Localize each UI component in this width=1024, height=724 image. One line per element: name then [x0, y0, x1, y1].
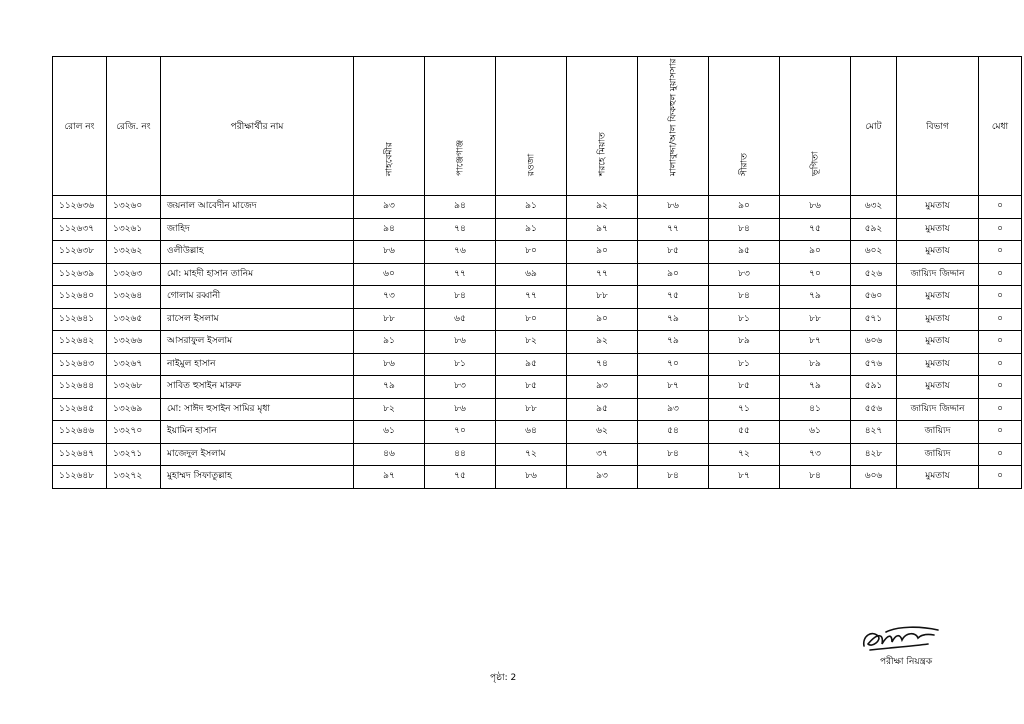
- cell-mark: ৮২: [496, 331, 567, 354]
- cell-reg: ১৩২৬৮: [107, 376, 161, 399]
- header-reg: রেজি. নং: [107, 57, 161, 196]
- cell-total: ৬০৬: [851, 331, 897, 354]
- cell-total: ৫৭১: [851, 308, 897, 331]
- cell-mark: ৮৭: [638, 376, 709, 399]
- cell-mark: ৯২: [567, 331, 638, 354]
- header-roll: রোল নং: [53, 57, 107, 196]
- table-row: [53, 398, 1022, 421]
- results-table: [52, 56, 1022, 489]
- cell-mark: ৯০: [567, 308, 638, 331]
- table-row: [53, 443, 1022, 466]
- cell-mark: ৮৪: [638, 466, 709, 489]
- cell-mark: ৯১: [496, 218, 567, 241]
- cell-mark: ৯২: [567, 196, 638, 219]
- cell-mark: ৬২: [567, 421, 638, 444]
- cell-division: মুমতায: [897, 466, 979, 489]
- cell-mark: ৬১: [354, 421, 425, 444]
- cell-name: মো: মাহদী হাসান তানিম: [161, 263, 354, 286]
- cell-name: জাহিদ: [161, 218, 354, 241]
- cell-division: মুমতায: [897, 353, 979, 376]
- cell-merit: ০: [979, 308, 1022, 331]
- cell-mark: ৮৭: [780, 331, 851, 354]
- table-row: [53, 376, 1022, 399]
- cell-mark: ৯৫: [496, 353, 567, 376]
- cell-mark: ৭৯: [354, 376, 425, 399]
- cell-merit: ০: [979, 286, 1022, 309]
- cell-mark: ৫৫: [709, 421, 780, 444]
- cell-mark: ৮৪: [709, 286, 780, 309]
- table-row: [53, 353, 1022, 376]
- header-row: [53, 57, 1022, 196]
- cell-mark: ৭৯: [638, 331, 709, 354]
- header-subject-2: পাঞ্জেগাঞ্জ: [425, 57, 496, 196]
- cell-mark: ৮০: [496, 241, 567, 264]
- cell-division: মুমতায: [897, 308, 979, 331]
- signature-title: পরীক্ষা নিয়ন্ত্রক: [880, 657, 933, 667]
- cell-mark: ৮১: [709, 353, 780, 376]
- cell-mark: ৯৪: [425, 196, 496, 219]
- cell-total: ৫৯১: [851, 376, 897, 399]
- cell-mark: ৪১: [780, 398, 851, 421]
- cell-reg: ১৩২৭০: [107, 421, 161, 444]
- cell-name: মো: সাঈদ হুসাইন সামির মৃধা: [161, 398, 354, 421]
- cell-mark: ৮৪: [709, 218, 780, 241]
- cell-reg: ১৩২৬৯: [107, 398, 161, 421]
- cell-mark: ৩৭: [567, 443, 638, 466]
- cell-mark: ৬১: [780, 421, 851, 444]
- table-row: [53, 286, 1022, 309]
- table-row: [53, 263, 1022, 286]
- cell-mark: ৮৯: [709, 331, 780, 354]
- cell-name: গোলাম রব্বানী: [161, 286, 354, 309]
- cell-division: জায়্যিদ: [897, 421, 979, 444]
- cell-mark: ৭০: [780, 263, 851, 286]
- page-number: পৃষ্ঠা: 2: [490, 673, 517, 683]
- cell-merit: ০: [979, 263, 1022, 286]
- cell-reg: ১৩২৬৬: [107, 331, 161, 354]
- cell-merit: ০: [979, 421, 1022, 444]
- cell-roll: ১১২৬৪০: [53, 286, 107, 309]
- cell-mark: ৮৭: [709, 466, 780, 489]
- cell-mark: ৭০: [425, 421, 496, 444]
- cell-merit: ০: [979, 331, 1022, 354]
- cell-roll: ১১২৬৩৮: [53, 241, 107, 264]
- cell-mark: ৭০: [638, 353, 709, 376]
- cell-mark: ৭১: [709, 398, 780, 421]
- cell-mark: ৭৫: [425, 466, 496, 489]
- cell-division: মুমতায: [897, 331, 979, 354]
- cell-mark: ৭৭: [496, 286, 567, 309]
- header-subject-3: রওজা: [496, 57, 567, 196]
- cell-division: মুমতায: [897, 241, 979, 264]
- cell-total: ৫৯২: [851, 218, 897, 241]
- cell-roll: ১১২৬৪৫: [53, 398, 107, 421]
- table-row: [53, 331, 1022, 354]
- cell-roll: ১১২৬৪৭: [53, 443, 107, 466]
- cell-mark: ৮৫: [638, 241, 709, 264]
- cell-mark: ৮১: [425, 353, 496, 376]
- cell-mark: ৭৭: [425, 263, 496, 286]
- header-subject-5: মালাবুদ্দা/আল ফিকহুল মুয়াসসার: [638, 57, 709, 196]
- cell-total: ৫৭৬: [851, 353, 897, 376]
- cell-mark: ৮৬: [425, 398, 496, 421]
- header-merit: মেধা: [979, 57, 1022, 196]
- cell-name: জয়নাল আবেদীন মাজেদ: [161, 196, 354, 219]
- cell-name: ইয়ামিন হাসান: [161, 421, 354, 444]
- cell-mark: ৯০: [780, 241, 851, 264]
- cell-mark: ৮৪: [638, 443, 709, 466]
- header-name: পরীক্ষার্থীর নাম: [161, 57, 354, 196]
- cell-division: মুমতায: [897, 218, 979, 241]
- cell-merit: ০: [979, 241, 1022, 264]
- cell-mark: ৭৯: [780, 286, 851, 309]
- cell-merit: ০: [979, 218, 1022, 241]
- cell-total: ৪২৭: [851, 421, 897, 444]
- cell-reg: ১৩২৬৩: [107, 263, 161, 286]
- cell-roll: ১১২৬৪৩: [53, 353, 107, 376]
- cell-name: সাবিত হুসাইন মারুফ: [161, 376, 354, 399]
- cell-total: ৬৩২: [851, 196, 897, 219]
- cell-roll: ১১২৬৪১: [53, 308, 107, 331]
- cell-mark: ৮৬: [425, 331, 496, 354]
- cell-division: মুমতায: [897, 286, 979, 309]
- cell-division: জায়্যিদ জিদ্দান: [897, 398, 979, 421]
- cell-name: মুহাম্মদ সিফাতুল্লাহ: [161, 466, 354, 489]
- cell-division: মুমতায: [897, 376, 979, 399]
- table-row: [53, 421, 1022, 444]
- cell-mark: ৮৬: [638, 196, 709, 219]
- cell-mark: ৯৫: [567, 398, 638, 421]
- cell-name: রাসেল ইসলাম: [161, 308, 354, 331]
- cell-division: জায়্যিদ জিদ্দান: [897, 263, 979, 286]
- cell-mark: ৮৬: [354, 353, 425, 376]
- cell-total: ৫৬০: [851, 286, 897, 309]
- cell-mark: ৯৭: [354, 466, 425, 489]
- cell-mark: ৬৫: [425, 308, 496, 331]
- cell-mark: ৮৫: [496, 376, 567, 399]
- table-row: [53, 196, 1022, 219]
- cell-reg: ১৩২৭২: [107, 466, 161, 489]
- cell-division: মুমতায: [897, 196, 979, 219]
- header-division: বিভাগ: [897, 57, 979, 196]
- cell-mark: ৭২: [709, 443, 780, 466]
- table-row: [53, 466, 1022, 489]
- cell-mark: ৯৫: [709, 241, 780, 264]
- cell-mark: ৮৯: [780, 353, 851, 376]
- cell-name: ওলীউল্লাহ: [161, 241, 354, 264]
- cell-merit: ০: [979, 196, 1022, 219]
- cell-mark: ৭৪: [425, 218, 496, 241]
- cell-name: নাইমুল হাসান: [161, 353, 354, 376]
- cell-total: ৫৫৬: [851, 398, 897, 421]
- cell-roll: ১১২৬৩৭: [53, 218, 107, 241]
- cell-mark: ৭৩: [780, 443, 851, 466]
- cell-mark: ৮০: [496, 308, 567, 331]
- cell-reg: ১৩২৬৭: [107, 353, 161, 376]
- cell-mark: ৭৭: [638, 218, 709, 241]
- cell-merit: ০: [979, 466, 1022, 489]
- cell-mark: ৭৬: [425, 241, 496, 264]
- cell-mark: ৬৪: [496, 421, 567, 444]
- cell-total: ৬০২: [851, 241, 897, 264]
- cell-roll: ১১২৬৪৪: [53, 376, 107, 399]
- cell-mark: ৯৩: [354, 196, 425, 219]
- table-row: [53, 241, 1022, 264]
- cell-mark: ৯৪: [354, 218, 425, 241]
- cell-mark: ৮৩: [425, 376, 496, 399]
- cell-reg: ১৩২৬১: [107, 218, 161, 241]
- table-row: [53, 218, 1022, 241]
- cell-mark: ৮৪: [780, 466, 851, 489]
- cell-mark: ৭৯: [638, 308, 709, 331]
- header-total: মোট: [851, 57, 897, 196]
- cell-merit: ০: [979, 376, 1022, 399]
- cell-mark: ৮৩: [709, 263, 780, 286]
- cell-mark: ৮৫: [709, 376, 780, 399]
- cell-merit: ০: [979, 443, 1022, 466]
- cell-mark: ৯৩: [638, 398, 709, 421]
- signature-image: [858, 622, 942, 656]
- cell-mark: ৫৪: [638, 421, 709, 444]
- cell-mark: ৬৯: [496, 263, 567, 286]
- cell-mark: ৮৬: [496, 466, 567, 489]
- cell-mark: ৭৩: [354, 286, 425, 309]
- header-subject-4: শরহে মিয়াত: [567, 57, 638, 196]
- cell-reg: ১৩২৭১: [107, 443, 161, 466]
- header-subject-1: নাহবেমীর: [354, 57, 425, 196]
- cell-mark: ৮১: [709, 308, 780, 331]
- cell-mark: ৮২: [354, 398, 425, 421]
- cell-mark: ৯৭: [567, 218, 638, 241]
- cell-mark: ৪৪: [425, 443, 496, 466]
- cell-mark: ৮৮: [496, 398, 567, 421]
- cell-mark: ৬০: [354, 263, 425, 286]
- cell-roll: ১১২৬৪৮: [53, 466, 107, 489]
- cell-total: ৫২৬: [851, 263, 897, 286]
- cell-mark: ৭৪: [567, 353, 638, 376]
- cell-merit: ০: [979, 353, 1022, 376]
- header-subject-7: ভূগিতা: [780, 57, 851, 196]
- cell-merit: ০: [979, 398, 1022, 421]
- cell-mark: ৮৮: [567, 286, 638, 309]
- cell-mark: ৭২: [496, 443, 567, 466]
- cell-mark: ৯৩: [567, 376, 638, 399]
- cell-roll: ১১২৬৪২: [53, 331, 107, 354]
- cell-mark: ৮৬: [780, 196, 851, 219]
- cell-mark: ৯৩: [567, 466, 638, 489]
- cell-mark: ৪৬: [354, 443, 425, 466]
- cell-reg: ১৩২৬৫: [107, 308, 161, 331]
- cell-mark: ৮৪: [425, 286, 496, 309]
- cell-mark: ৯১: [496, 196, 567, 219]
- cell-division: জায়্যিদ: [897, 443, 979, 466]
- cell-mark: ৭৫: [638, 286, 709, 309]
- cell-name: মাজেদুল ইসলাম: [161, 443, 354, 466]
- cell-mark: ৯০: [709, 196, 780, 219]
- cell-reg: ১৩২৬২: [107, 241, 161, 264]
- cell-total: ৬০৬: [851, 466, 897, 489]
- header-subject-6: সীরাত: [709, 57, 780, 196]
- cell-roll: ১১২৬৩৯: [53, 263, 107, 286]
- cell-mark: ৮৬: [354, 241, 425, 264]
- cell-mark: ৭৯: [780, 376, 851, 399]
- cell-mark: ৮৮: [780, 308, 851, 331]
- cell-roll: ১১২৬৩৬: [53, 196, 107, 219]
- table-row: [53, 308, 1022, 331]
- cell-reg: ১৩২৬৪: [107, 286, 161, 309]
- cell-total: ৪২৮: [851, 443, 897, 466]
- cell-mark: ৯১: [354, 331, 425, 354]
- cell-mark: ৯০: [567, 241, 638, 264]
- cell-mark: ৭৭: [567, 263, 638, 286]
- cell-mark: ৮৮: [354, 308, 425, 331]
- cell-mark: ৯০: [638, 263, 709, 286]
- cell-roll: ১১২৬৪৬: [53, 421, 107, 444]
- cell-mark: ৭৫: [780, 218, 851, 241]
- cell-name: আসরাফুল ইসলাম: [161, 331, 354, 354]
- cell-reg: ১৩২৬০: [107, 196, 161, 219]
